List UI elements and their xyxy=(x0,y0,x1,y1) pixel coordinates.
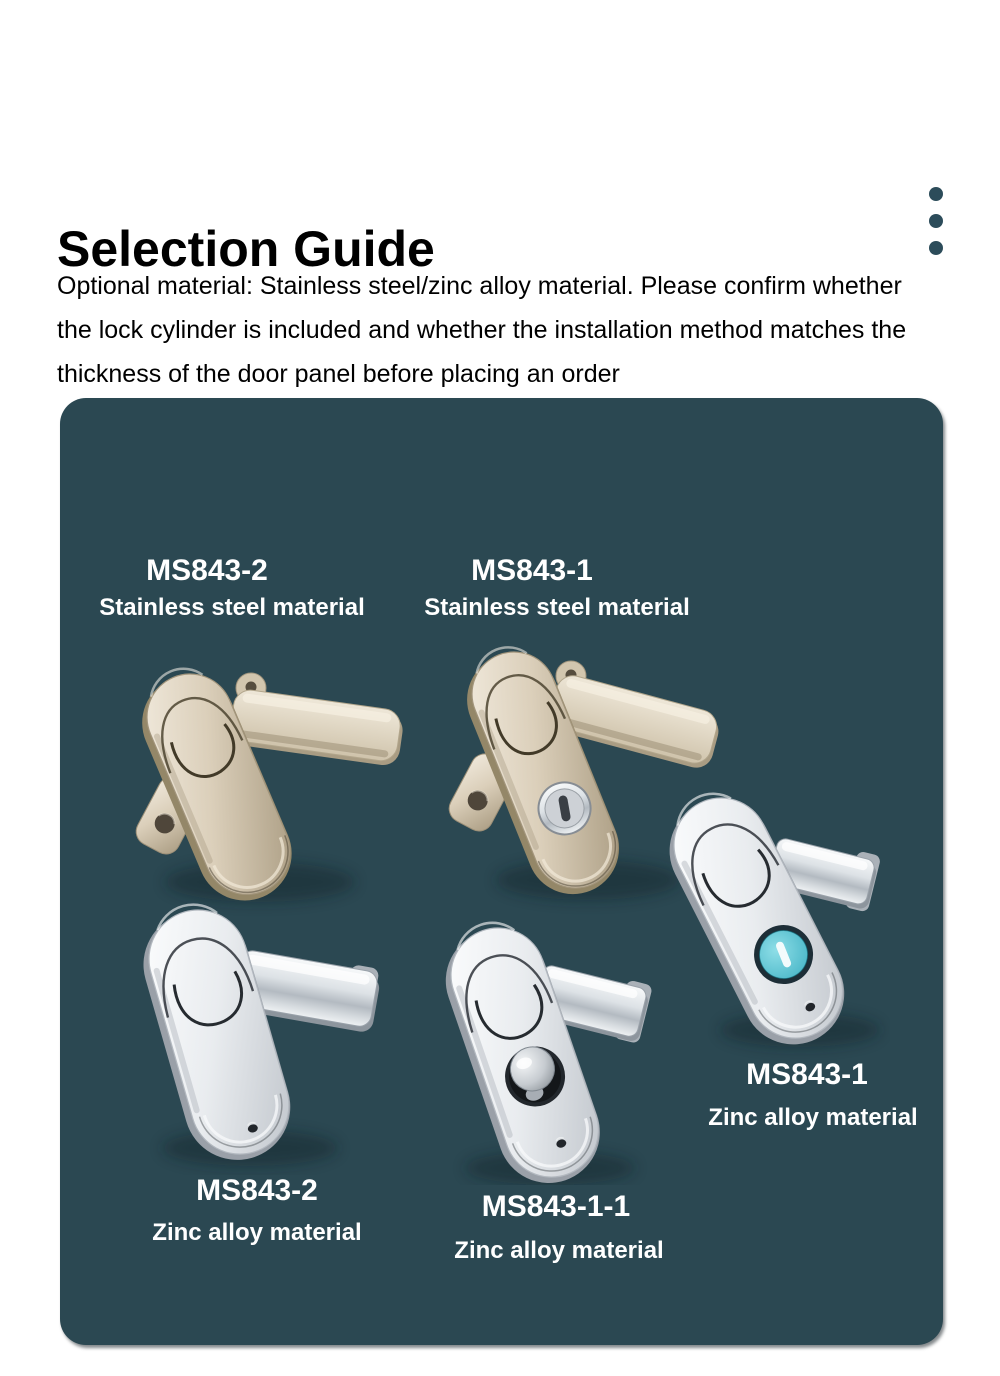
dot xyxy=(929,187,943,201)
product-image-ms843-1-zinc xyxy=(650,790,890,1060)
intro-paragraph xyxy=(57,264,957,396)
swing-handle xyxy=(228,688,405,767)
product-image-ms843-2-zinc xyxy=(110,900,400,1175)
intro-line: thickness of the door panel before placing an order xyxy=(57,360,620,388)
lock-body xyxy=(129,900,303,1172)
intro-line: the lock cylinder is included and whether the installation method matches the xyxy=(57,316,907,344)
lock-body xyxy=(125,654,307,915)
product-model-label: MS843-1-1 xyxy=(481,1190,631,1223)
product-image-ms843-1-1-zinc xyxy=(400,920,680,1185)
product-material-label: Stainless steel material xyxy=(99,594,365,621)
intro-line: Optional material: Stainless steel/zinc alloy material. Please confirm whether xyxy=(57,272,902,300)
product-material-label: Zinc alloy material xyxy=(708,1104,918,1131)
product-material-label: Stainless steel material xyxy=(424,594,690,621)
product-image-ms843-2-stainless xyxy=(110,630,450,920)
dot xyxy=(929,241,943,255)
dot xyxy=(929,214,943,228)
product-model-label: MS843-2 xyxy=(146,554,268,587)
selection-guide-panel xyxy=(60,398,943,1345)
product-model-label: MS843-2 xyxy=(196,1174,318,1207)
product-material-label: Zinc alloy material xyxy=(454,1237,664,1264)
page-title: Selection Guide xyxy=(57,220,435,277)
lock-body xyxy=(430,920,614,1185)
vertical-ellipsis-icon[interactable] xyxy=(929,187,943,255)
product-model-label: MS843-1 xyxy=(471,554,593,587)
product-model-label: MS843-1 xyxy=(746,1058,868,1091)
product-material-label: Zinc alloy material xyxy=(152,1219,362,1246)
lock-body xyxy=(650,790,862,1060)
